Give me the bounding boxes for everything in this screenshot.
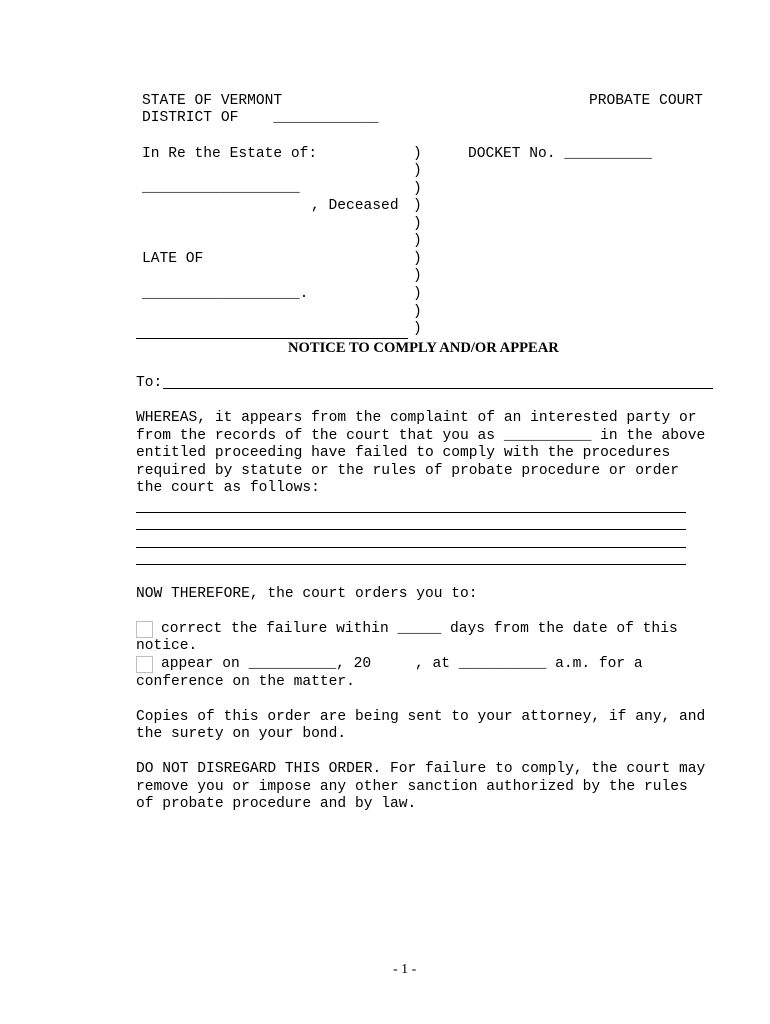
late-of-label: LATE OF <box>142 251 204 267</box>
court-label: PROBATE COURT <box>589 93 703 109</box>
late-of-blank[interactable]: __________________. <box>142 286 309 302</box>
failure-description-line[interactable] <box>136 529 686 530</box>
correct-failure-text: correct the failure within _____ days from the date of this <box>161 621 678 637</box>
warning-line: remove you or impose any other sanction authorized by the rules <box>136 779 688 795</box>
docket-number[interactable]: DOCKET No. __________ <box>468 146 652 162</box>
paren: ) <box>413 146 422 162</box>
appear-checkbox[interactable] <box>136 656 153 673</box>
state-label: STATE OF VERMONT <box>142 93 283 109</box>
deceased-label: , Deceased <box>311 198 399 214</box>
whereas-line: the court as follows: <box>136 480 320 496</box>
copies-line: the surety on your bond. <box>136 726 347 742</box>
warning-line: of probate procedure and by law. <box>136 796 417 812</box>
paren: ) <box>413 181 422 197</box>
now-therefore-text: NOW THEREFORE, the court orders you to: <box>136 586 478 602</box>
appear-text-cont: conference on the matter. <box>136 674 355 690</box>
whereas-line: from the records of the court that you as __________ in the above <box>136 428 706 444</box>
paren: ) <box>413 251 422 267</box>
correct-failure-checkbox[interactable] <box>136 621 153 638</box>
warning-line: DO NOT DISREGARD THIS ORDER. For failure to comply, the court may <box>136 761 706 777</box>
page-number: - 1 - <box>393 962 417 977</box>
paren: ) <box>413 321 422 337</box>
whereas-line: entitled proceeding have failed to comply with the procedures <box>136 445 671 461</box>
caption-divider <box>136 338 408 339</box>
whereas-line: WHEREAS, it appears from the complaint of an interested party or <box>136 410 697 426</box>
failure-description-line[interactable] <box>136 512 686 513</box>
correct-failure-text-cont: notice. <box>136 638 198 654</box>
to-label: To: <box>136 375 163 391</box>
failure-description-line[interactable] <box>136 564 686 565</box>
copies-line: Copies of this order are being sent to your attorney, if any, and <box>136 709 706 725</box>
failure-description-line[interactable] <box>136 547 686 548</box>
paren: ) <box>413 268 422 284</box>
paren: ) <box>413 304 422 320</box>
to-recipient-field[interactable] <box>163 388 713 389</box>
paren: ) <box>413 286 422 302</box>
whereas-line: required by statute or the rules of probate procedure or order <box>136 463 679 479</box>
paren: ) <box>413 216 422 232</box>
paren: ) <box>413 198 422 214</box>
paren: ) <box>413 163 422 179</box>
decedent-name-blank[interactable]: __________________ <box>142 180 300 196</box>
district-line[interactable]: DISTRICT OF ____________ <box>142 110 379 126</box>
notice-title: NOTICE TO COMPLY AND/OR APPEAR <box>288 340 559 356</box>
appear-text: appear on __________, 20 , at __________ a.m. for a <box>161 656 643 672</box>
in-re-label: In Re the Estate of: <box>142 146 318 162</box>
paren: ) <box>413 233 422 249</box>
